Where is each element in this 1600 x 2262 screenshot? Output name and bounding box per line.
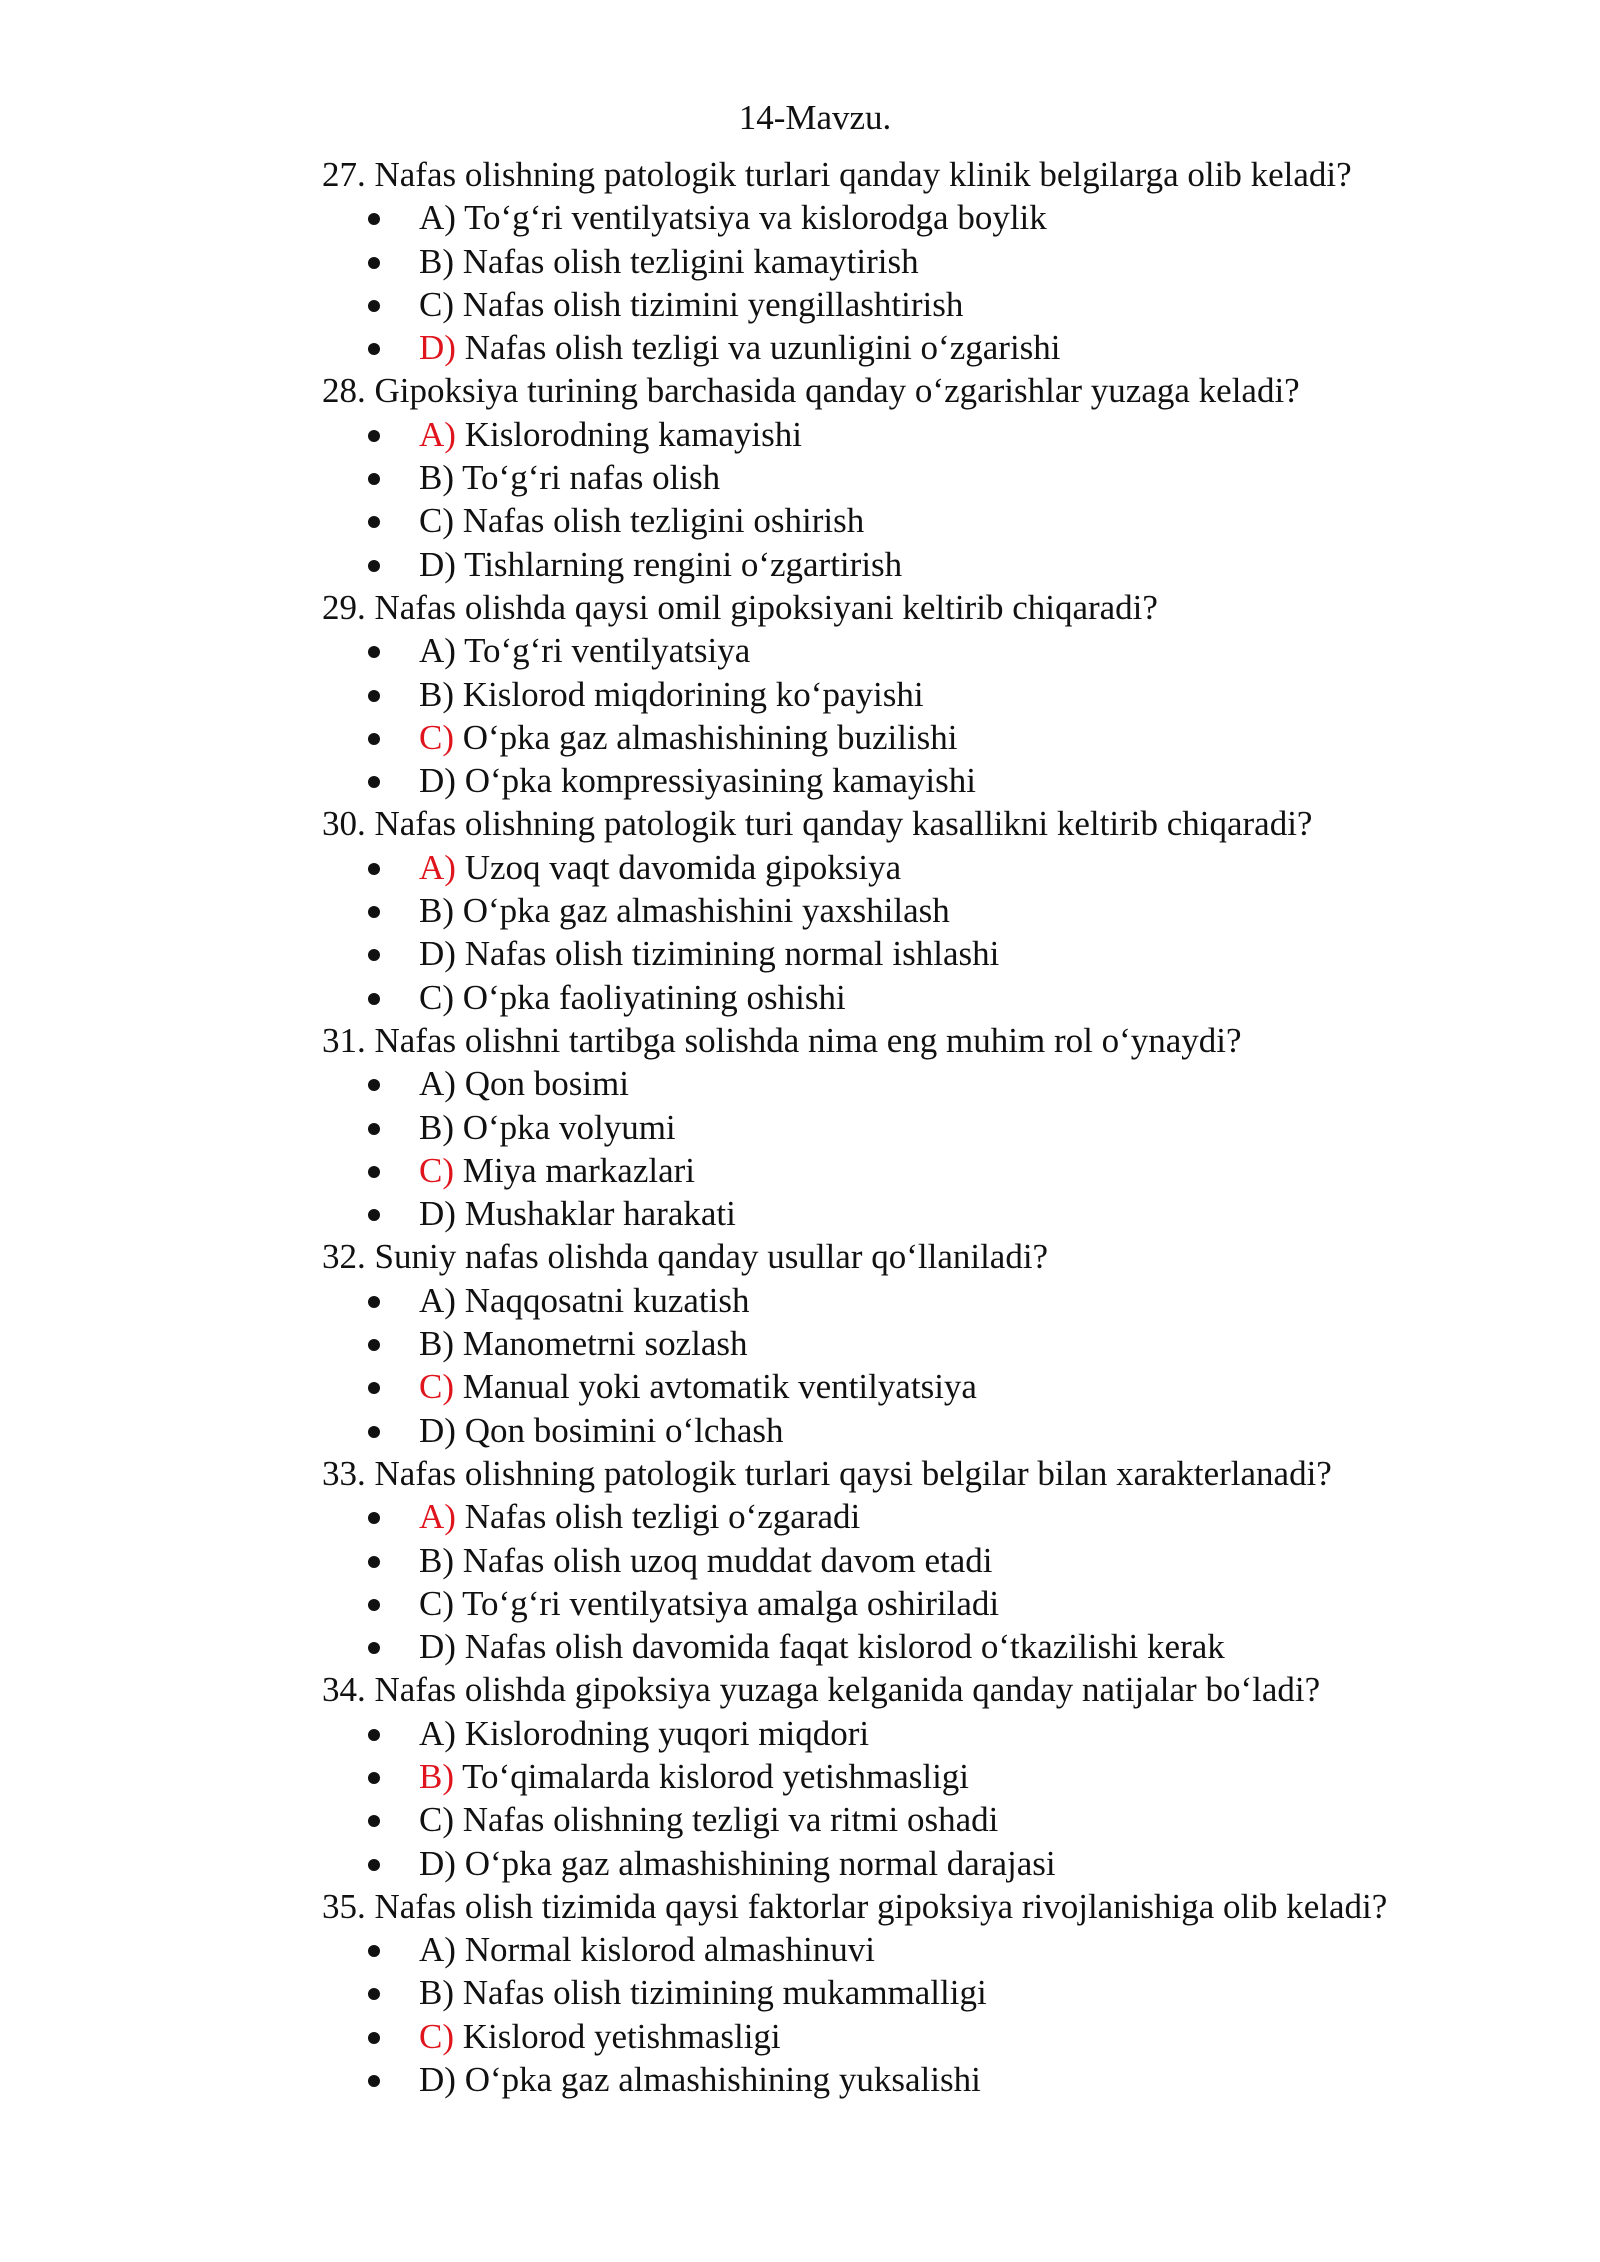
option-letter: D): [419, 1843, 456, 1883]
bullet-icon: [368, 1599, 380, 1611]
answer-option: [322, 499, 1560, 542]
answer-option: [322, 326, 1560, 369]
option-letter: C): [419, 501, 454, 541]
bullet-icon: [368, 1945, 380, 1957]
option-letter: D): [419, 934, 456, 974]
option-list: [322, 629, 1560, 802]
bullet-icon: [368, 430, 380, 442]
option-text: O‘pka gaz almashishining normal darajasi: [464, 1843, 1056, 1883]
bullet-icon: [368, 949, 380, 961]
answer-option: [322, 889, 1560, 932]
option-letter-correct: A): [419, 847, 456, 887]
bullet-icon: [368, 2032, 380, 2044]
question-text: Nafas olishda gipoksiya yuzaga kelganida qanday natijalar bo‘ladi?: [374, 1670, 1321, 1710]
bullet-icon: [368, 776, 380, 788]
question-number: 33.: [322, 1453, 366, 1493]
answer-option: [322, 716, 1560, 759]
option-text: To‘qimalarda kislorod yetishmasligi: [462, 1756, 970, 1796]
option-letter: A): [419, 1930, 456, 1970]
bullet-icon: [368, 690, 380, 702]
option-letter-correct: C): [419, 1150, 454, 1190]
option-letter: B): [419, 241, 454, 281]
option-letter: D): [419, 544, 456, 584]
bullet-icon: [368, 1296, 380, 1308]
option-text: O‘pka faoliyatining oshishi: [462, 977, 846, 1017]
option-text: Nafas olish tizimining mukammalligi: [462, 1973, 987, 2013]
option-list: [322, 1712, 1560, 1885]
answer-option: [322, 456, 1560, 499]
bullet-icon: [368, 213, 380, 225]
question-block: [322, 802, 1560, 1018]
bullet-icon: [368, 516, 380, 528]
option-text: Qon bosimini o‘lchash: [464, 1410, 784, 1450]
option-letter: B): [419, 891, 454, 931]
answer-option: [322, 1192, 1560, 1235]
option-letter: B): [419, 674, 454, 714]
question-block: [322, 1452, 1560, 1668]
option-text: O‘pka gaz almashishining buzilishi: [462, 717, 958, 757]
question-block: [322, 153, 1560, 369]
bullet-icon: [368, 560, 380, 572]
bullet-icon: [368, 1815, 380, 1827]
option-text: Nafas olish tizimini yengillashtirish: [462, 284, 964, 324]
question-line: [322, 1885, 1560, 1928]
option-list: [322, 1062, 1560, 1235]
answer-option: [322, 1062, 1560, 1105]
bullet-icon: [368, 1729, 380, 1741]
question-text: Nafas olishning patologik turlari qaysi belgilar bilan xarakterlanadi?: [374, 1453, 1332, 1493]
bullet-icon: [368, 1642, 380, 1654]
bullet-icon: [368, 1426, 380, 1438]
answer-option: [322, 976, 1560, 1019]
answer-option: [322, 543, 1560, 586]
option-letter: B): [419, 1540, 454, 1580]
question-text: Nafas olishni tartibga solishda nima eng muhim rol o‘ynaydi?: [374, 1020, 1242, 1060]
option-text: Naqqosatni kuzatish: [464, 1280, 750, 1320]
option-letter: A): [419, 1064, 456, 1104]
option-letter: D): [419, 1627, 456, 1667]
option-text: To‘g‘ri ventilyatsiya: [464, 631, 751, 671]
option-text: Miya markazlari: [462, 1150, 696, 1190]
question-text: Nafas olishda qaysi omil gipoksiyani keltirib chiqaradi?: [374, 587, 1158, 627]
option-list: [322, 1279, 1560, 1452]
answer-option: [322, 1625, 1560, 1668]
option-text: Uzoq vaqt davomida gipoksiya: [464, 847, 902, 887]
answer-option: [322, 629, 1560, 672]
option-letter: D): [419, 761, 456, 801]
answer-option: [322, 1495, 1560, 1538]
option-letter-correct: B): [419, 1756, 454, 1796]
answer-option: [322, 240, 1560, 283]
bullet-icon: [368, 300, 380, 312]
question-line: [322, 1019, 1560, 1062]
question-list: [322, 153, 1560, 2101]
option-text: Qon bosimi: [464, 1064, 630, 1104]
bullet-icon: [368, 1556, 380, 1568]
option-list: [322, 1928, 1560, 2101]
option-text: Normal kislorod almashinuvi: [464, 1930, 875, 1970]
option-letter-correct: A): [419, 414, 456, 454]
bullet-icon: [368, 473, 380, 485]
question-block: [322, 1235, 1560, 1451]
option-text: Kislorod yetishmasligi: [462, 2016, 781, 2056]
option-text: Nafas olish tizimining normal ishlashi: [464, 934, 1000, 974]
option-letter-correct: D): [419, 328, 456, 368]
option-letter: D): [419, 2060, 456, 2100]
option-text: Manual yoki avtomatik ventilyatsiya: [462, 1367, 977, 1407]
option-letter: A): [419, 198, 456, 238]
option-text: Nafas olish tezligi o‘zgaradi: [464, 1497, 861, 1537]
question-line: [322, 1668, 1560, 1711]
question-line: [322, 369, 1560, 412]
question-line: [322, 802, 1560, 845]
question-text: Nafas olish tizimida qaysi faktorlar gipoksiya rivojlanishiga olib keladi?: [374, 1886, 1388, 1926]
answer-option: [322, 2058, 1560, 2101]
option-text: O‘pka volyumi: [462, 1107, 676, 1147]
answer-option: [322, 1755, 1560, 1798]
answer-option: [322, 1279, 1560, 1322]
option-text: Nafas olish tezligi va uzunligini o‘zgarishi: [464, 328, 1061, 368]
question-block: [322, 369, 1560, 585]
question-number: 31.: [322, 1020, 366, 1060]
option-letter: B): [419, 1107, 454, 1147]
question-line: [322, 153, 1560, 196]
bullet-icon: [368, 1512, 380, 1524]
answer-option: [322, 283, 1560, 326]
bullet-icon: [368, 646, 380, 658]
option-letter: D): [419, 1194, 456, 1234]
option-text: Tishlarning rengini o‘zgartirish: [464, 544, 903, 584]
answer-option: [322, 1582, 1560, 1625]
bullet-icon: [368, 343, 380, 355]
question-number: 29.: [322, 587, 366, 627]
answer-option: [322, 1842, 1560, 1885]
option-list: [322, 196, 1560, 369]
option-list: [322, 1495, 1560, 1668]
option-letter: D): [419, 1410, 456, 1450]
answer-option: [322, 1149, 1560, 1192]
option-text: O‘pka gaz almashishini yaxshilash: [462, 891, 950, 931]
question-block: [322, 1885, 1560, 2101]
option-letter: B): [419, 458, 454, 498]
answer-option: [322, 413, 1560, 456]
answer-option: [322, 932, 1560, 975]
option-text: To‘g‘ri ventilyatsiya va kislorodga boylik: [464, 198, 1047, 238]
option-letter: B): [419, 1324, 454, 1364]
bullet-icon: [368, 1772, 380, 1784]
bullet-icon: [368, 733, 380, 745]
answer-option: [322, 673, 1560, 716]
option-text: Nafas olish uzoq muddat davom etadi: [462, 1540, 993, 1580]
question-number: 27.: [322, 155, 366, 194]
option-letter-correct: C): [419, 2016, 454, 2056]
answer-option: [322, 1971, 1560, 2014]
option-text: Kislorodning yuqori miqdori: [464, 1713, 870, 1753]
answer-option: [322, 1322, 1560, 1365]
question-block: [322, 586, 1560, 802]
option-letter: A): [419, 1713, 456, 1753]
answer-option: [322, 1712, 1560, 1755]
bullet-icon: [368, 993, 380, 1005]
question-line: [322, 1452, 1560, 1495]
option-letter: A): [419, 1280, 456, 1320]
bullet-icon: [368, 1079, 380, 1091]
option-text: Nafas olish tezligini kamaytirish: [462, 241, 919, 281]
option-text: Nafas olish tezligini oshirish: [462, 501, 865, 541]
question-line: [322, 1235, 1560, 1278]
bullet-icon: [368, 1209, 380, 1221]
answer-option: [322, 2015, 1560, 2058]
bullet-icon: [368, 2075, 380, 2087]
question-number: 35.: [322, 1886, 366, 1926]
bullet-icon: [368, 1166, 380, 1178]
option-letter-correct: A): [419, 1497, 456, 1537]
question-text: Nafas olishning patologik turlari qanday klinik belgilarga olib keladi?: [374, 155, 1352, 194]
answer-option: [322, 846, 1560, 889]
option-letter: C): [419, 1800, 454, 1840]
option-list: [322, 413, 1560, 586]
option-letter: C): [419, 977, 454, 1017]
option-text: O‘pka kompressiyasining kamayishi: [464, 761, 976, 801]
option-text: To‘g‘ri ventilyatsiya amalga oshiriladi: [462, 1583, 1000, 1623]
option-letter: A): [419, 631, 456, 671]
page-title: 14-Mavzu.: [738, 98, 892, 137]
option-text: Nafas olishning tezligi va ritmi oshadi: [462, 1800, 999, 1840]
answer-option: [322, 1106, 1560, 1149]
option-text: O‘pka gaz almashishining yuksalishi: [464, 2060, 981, 2100]
option-text: Manometrni sozlash: [462, 1324, 748, 1364]
bullet-icon: [368, 1988, 380, 2000]
bullet-icon: [368, 257, 380, 269]
bullet-icon: [368, 1123, 380, 1135]
option-list: [322, 846, 1560, 1019]
question-line: [322, 586, 1560, 629]
option-letter-correct: C): [419, 1367, 454, 1407]
bullet-icon: [368, 1339, 380, 1351]
question-block: [322, 1019, 1560, 1235]
option-letter-correct: C): [419, 717, 454, 757]
answer-option: [322, 1365, 1560, 1408]
option-letter: C): [419, 284, 454, 324]
answer-option: [322, 759, 1560, 802]
question-text: Gipoksiya turining barchasida qanday o‘zgarishlar yuzaga keladi?: [374, 371, 1300, 411]
bullet-icon: [368, 1382, 380, 1394]
option-text: Kislorod miqdorining ko‘payishi: [462, 674, 924, 714]
question-text: Nafas olishning patologik turi qanday kasallikni keltirib chiqaradi?: [374, 804, 1313, 844]
question-text: Suniy nafas olishda qanday usullar qo‘llaniladi?: [374, 1237, 1049, 1277]
bullet-icon: [368, 863, 380, 875]
option-text: Kislorodning kamayishi: [464, 414, 803, 454]
answer-option: [322, 196, 1560, 239]
answer-option: [322, 1409, 1560, 1452]
option-text: To‘g‘ri nafas olish: [462, 458, 721, 498]
option-letter: C): [419, 1583, 454, 1623]
bullet-icon: [368, 906, 380, 918]
question-block: [322, 1668, 1560, 1884]
question-number: 32.: [322, 1237, 366, 1277]
option-text: Nafas olish davomida faqat kislorod o‘tkazilishi kerak: [464, 1627, 1225, 1667]
answer-option: [322, 1928, 1560, 1971]
question-number: 30.: [322, 804, 366, 844]
question-number: 28.: [322, 371, 366, 411]
option-letter: B): [419, 1973, 454, 2013]
answer-option: [322, 1539, 1560, 1582]
bullet-icon: [368, 1859, 380, 1871]
option-text: Mushaklar harakati: [464, 1194, 736, 1234]
answer-option: [322, 1798, 1560, 1841]
question-number: 34.: [322, 1670, 366, 1710]
